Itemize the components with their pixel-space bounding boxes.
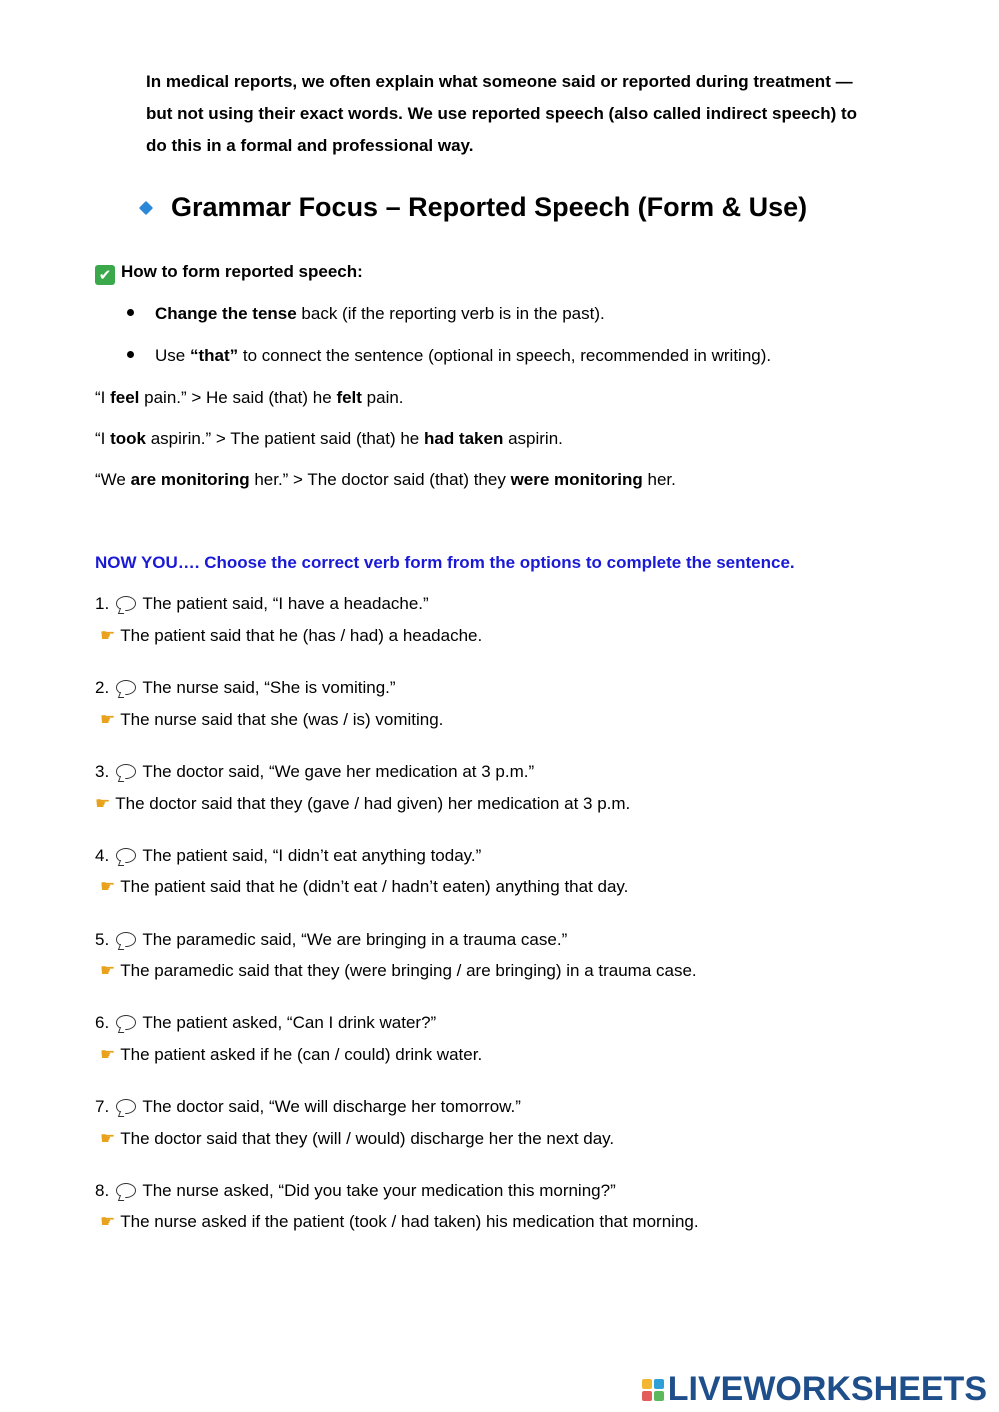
liveworksheets-logo[interactable] — [642, 1370, 987, 1409]
bullet-dot — [127, 351, 134, 358]
exercise-answer[interactable]: ☛ The doctor said that they (will / would) discharge her the next day. — [100, 1129, 615, 1149]
intro-paragraph: In medical reports, we often explain what someone said or reported during treatment — but not using their exact words. We use reported speech (also called indirect speech) to do this in a formal and professional way. — [146, 72, 858, 155]
diamond-icon — [139, 200, 153, 214]
speech-bubble-icon — [116, 932, 136, 947]
exercise-question: 2. The nurse said, “She is vomiting.” — [95, 678, 396, 697]
exercise-question: 4. The patient said, “I didn’t eat anything today.” — [95, 846, 482, 865]
exercise-answer[interactable]: ☛ The patient said that he (didn’t eat / hadn’t eaten) anything that day. — [100, 877, 629, 897]
checkmark-icon: ✔ — [95, 265, 115, 285]
speech-bubble-icon — [116, 596, 136, 611]
bullet-bold: “that” — [189, 346, 239, 365]
speech-bubble-icon — [116, 680, 136, 695]
bullet-text: back (if the reporting verb is in the past). — [296, 304, 605, 323]
pointing-hand-icon: ☛ — [100, 961, 116, 981]
pointing-hand-icon: ☛ — [100, 1212, 116, 1232]
bullet-text: Use — [155, 346, 190, 365]
exercise-answer[interactable]: ☛ The paramedic said that they (were bringing / are bringing) in a trauma case. — [100, 961, 697, 981]
logo-text: LIVEWORKSHEETS — [667, 1370, 987, 1408]
pointing-hand-icon: ☛ — [100, 626, 116, 646]
bullet-dot — [127, 309, 134, 316]
section-heading — [138, 192, 807, 223]
exercise-question: 3. The doctor said, “We gave her medication at 3 p.m.” — [95, 762, 535, 781]
pointing-hand-icon: ☛ — [100, 877, 116, 897]
exercise-question: 1. The patient said, “I have a headache.” — [95, 594, 429, 613]
exercise-question: 5. The paramedic said, “We are bringing in a trauma case.” — [95, 930, 568, 949]
pointing-hand-icon: ☛ — [95, 794, 111, 814]
heading-text: Grammar Focus – Reported Speech (Form & Use) — [171, 192, 808, 222]
exercise-title: NOW YOU…. Choose the correct verb form from the options to complete the sentence. — [95, 553, 795, 572]
bullet-item — [127, 346, 771, 366]
pointing-hand-icon: ☛ — [100, 1045, 116, 1065]
exercise-question: 6. The patient asked, “Can I drink water?” — [95, 1013, 437, 1032]
pointing-hand-icon: ☛ — [100, 1129, 116, 1149]
exercise-answer[interactable]: ☛ The nurse said that she (was / is) vomiting. — [100, 710, 444, 730]
logo-icon — [642, 1379, 664, 1401]
exercise-answer[interactable]: ☛ The nurse asked if the patient (took / had taken) his medication that morning. — [100, 1212, 699, 1232]
bullet-bold: Change the tense — [155, 304, 297, 323]
speech-bubble-icon — [116, 1015, 136, 1030]
speech-bubble-icon — [116, 764, 136, 779]
speech-bubble-icon — [116, 848, 136, 863]
pointing-hand-icon: ☛ — [100, 710, 116, 730]
speech-bubble-icon — [116, 1183, 136, 1198]
exercise-question: 8. The nurse asked, “Did you take your medication this morning?” — [95, 1181, 616, 1200]
exercise-answer[interactable]: ☛ The doctor said that they (gave / had given) her medication at 3 p.m. — [95, 794, 631, 814]
bullet-item — [127, 304, 605, 324]
exercise-answer[interactable]: ☛ The patient asked if he (can / could) drink water. — [100, 1045, 483, 1065]
how-to-title-text: How to form reported speech: — [121, 262, 363, 281]
speech-bubble-icon — [116, 1099, 136, 1114]
exercise-question: 7. The doctor said, “We will discharge her tomorrow.” — [95, 1097, 521, 1116]
bullet-text: to connect the sentence (optional in speech, recommended in writing). — [238, 346, 772, 365]
exercise-answer[interactable]: ☛ The patient said that he (has / had) a headache. — [100, 626, 483, 646]
example-line: “I feel pain.” > He said (that) he felt pain. — [95, 388, 404, 407]
how-to-title — [95, 262, 363, 285]
example-line: “We are monitoring her.” > The doctor said (that) they were monitoring her. — [95, 470, 676, 489]
example-line: “I took aspirin.” > The patient said (that) he had taken aspirin. — [95, 429, 563, 448]
